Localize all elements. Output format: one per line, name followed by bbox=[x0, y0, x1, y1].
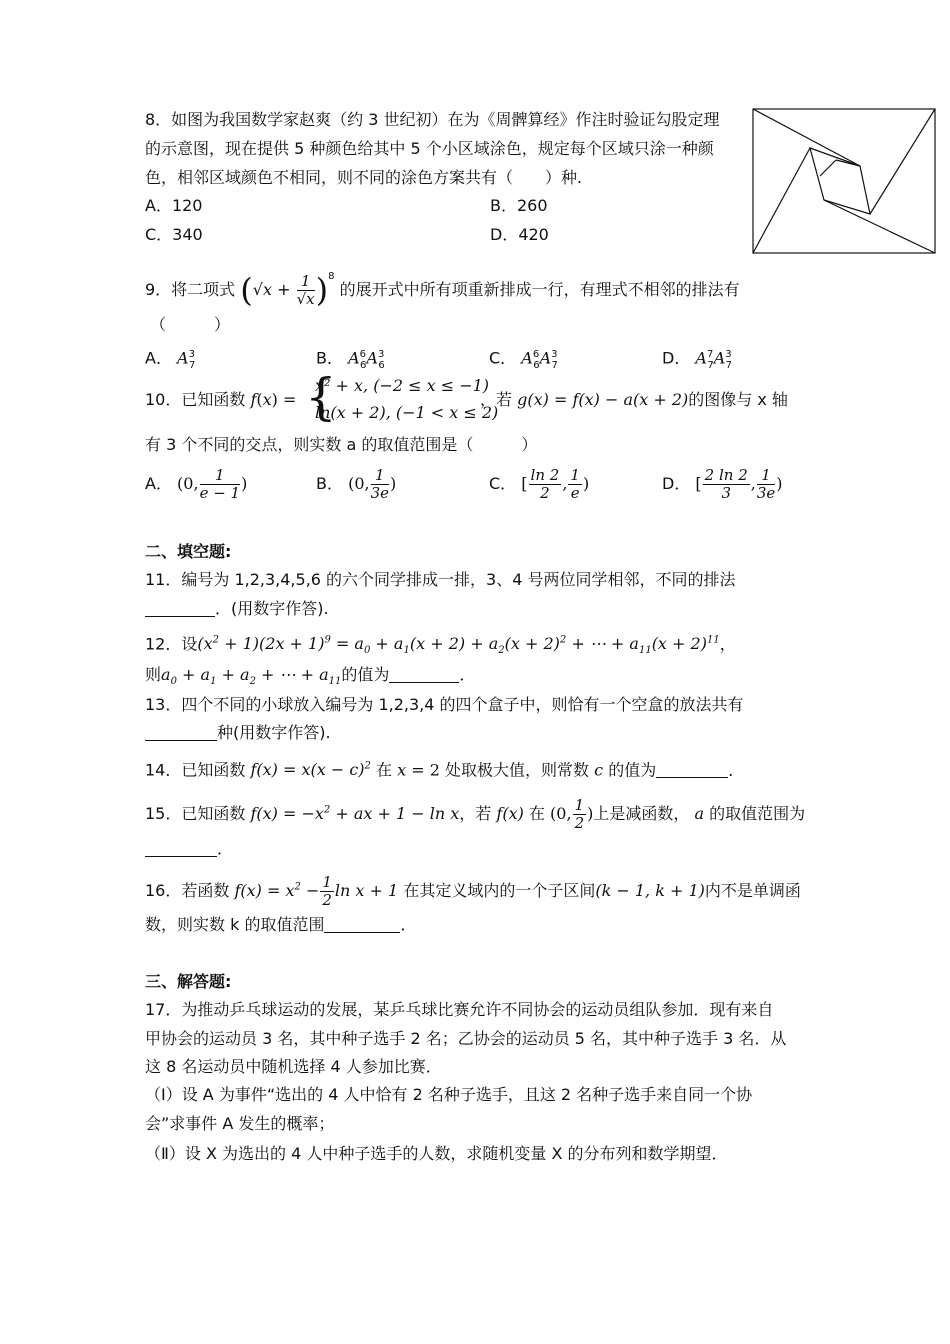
section3-heading: 三、解答题: bbox=[145, 972, 232, 991]
q9-option-a: A． $A^3_7$ bbox=[145, 348, 196, 371]
q10-g-expression: g(x) = f(x) − a(x + 2) bbox=[517, 390, 689, 409]
q9-option-b: B． $A^6_6A^3_6$ bbox=[316, 348, 385, 371]
q9-option-c: C． $A^6_6A^3_7$ bbox=[489, 348, 558, 371]
q8-option-b: B．260 bbox=[490, 196, 548, 215]
q10-option-a: A． (0, $\frac{1}{e - 1}$ ) bbox=[145, 466, 248, 502]
section2-heading: 二、填空题: bbox=[145, 542, 232, 561]
q17-part2: （Ⅱ）设 X 为选出的 4 人中种子选手的人数，求随机变量 X 的分布列和数学期望． bbox=[145, 1144, 728, 1163]
q17-line3: 这 8 名运动员中随机选择 4 人参加比赛． bbox=[145, 1057, 442, 1076]
q10-option-b: B． (0, $\frac{1}{3e}$ ) bbox=[316, 466, 397, 502]
q15-line2: ． bbox=[145, 838, 233, 860]
q13-blank bbox=[145, 724, 217, 741]
q10-brace: { bbox=[305, 368, 337, 426]
q10-case2: ln(x + 2), (−1 < x ≤ 2) bbox=[315, 403, 499, 422]
q10-case1: x² + x, (−2 ≤ x ≤ −1) bbox=[315, 376, 490, 395]
q17-part1-line1: （Ⅰ）设 A 为事件“选出的 4 人中恰有 2 名种子选手，且这 2 名种子选手来自同一个协 bbox=[145, 1085, 753, 1104]
zhao-shuang-diagram bbox=[752, 108, 937, 254]
q8-option-d: D．420 bbox=[490, 225, 549, 244]
q8-option-a: A．120 bbox=[145, 196, 203, 215]
q10-line2: 有 3 个不同的交点，则实数 a 的取值范围是（ ） bbox=[145, 435, 538, 454]
q17-line1: 17．为推动乒乓球运动的发展，某乒乓球比赛允许不同协会的运动员组队参加．现有来自 bbox=[145, 1000, 774, 1019]
q10-option-d: D． [ $\frac{2 \ln 2}{3}$ , $\frac{1}{3e}$ ) bbox=[662, 466, 783, 502]
q8-line1: 8．如图为我国数学家赵爽（约 3 世纪初）在为《周髀算经》作注时验证勾股定理 bbox=[145, 110, 720, 129]
q10-prefix-line: 10．已知函数 f(x) = bbox=[145, 390, 297, 409]
q15-line1: 15．已知函数 $f(x) = -x^2$ + ax + 1 − ln x，若 f(x) 在 (0, $\frac{1}{2}$ )上是减函数， a 的取值范围为 bbox=[145, 796, 806, 832]
q10-mid: ，若 g(x) = f(x) − a(x + 2)的图像与 x 轴 bbox=[480, 390, 788, 409]
q11-line2: ．(用数字作答). bbox=[145, 598, 329, 620]
q8-line2: 的示意图，现在提供 5 种颜色给其中 5 个小区域涂色，规定每个区域只涂一种颜 bbox=[145, 139, 714, 158]
q11-blank bbox=[145, 600, 215, 617]
q9-suffix: 的展开式中所有项重新排成一行，有理式不相邻的排法有 bbox=[339, 280, 740, 299]
q9-option-d: D． $A^7_7A^3_7$ bbox=[662, 348, 733, 371]
q14-line: 14．已知函数 $f(x) = x(x - c)^2$ 在 x = 2 处取极大值，则常数 c 的值为 ． bbox=[145, 760, 745, 780]
q17-part1-line2: 会”求事件 A 发生的概率； bbox=[145, 1114, 335, 1133]
q9-paren: （ ） bbox=[150, 315, 231, 334]
q10-suffix: 的图像与 x 轴 bbox=[688, 390, 788, 409]
q10-option-c: C． [ $\frac{\ln 2}{2}$ , $\frac{1}{e}$ ) bbox=[489, 466, 590, 502]
q8-line3: 色，相邻区域颜色不相同，则不同的涂色方案共有（ ）种. bbox=[145, 168, 583, 187]
q15-blank bbox=[145, 840, 217, 857]
q16-blank bbox=[324, 916, 400, 933]
q17-line2: 甲协会的运动员 3 名，其中种子选手 2 名；乙协会的运动员 5 名，其中种子选手 3 名．从 bbox=[145, 1029, 787, 1048]
q13-line1: 13．四个不同的小球放入编号为 1,2,3,4 的四个盒子中，则恰有一个空盒的放法共有 bbox=[145, 695, 744, 714]
q16-line1: 16．若函数 $f(x) = x^2$ − $\frac{1}{2}$ ln x + 1 在其定义域内的一个子区间(k − 1, k + 1)内不是单调函 bbox=[145, 873, 801, 909]
q14-blank bbox=[656, 761, 728, 778]
q9-prefix: 9．将二项式 bbox=[145, 280, 236, 299]
q13-line2: 种(用数字作答). bbox=[145, 722, 331, 744]
q12-line1: 12．设$(x^2 + 1)(2x + 1)^9 = a_0 + a_1(x + 2) + a_2(x + 2)^2$ + ⋯ + $a_{11}(x + 2)^{11}$， bbox=[145, 634, 736, 657]
q16-line2: 数，则实数 k 的取值范围 ． bbox=[145, 915, 417, 934]
q8-option-c: C．340 bbox=[145, 225, 203, 244]
q12-blank bbox=[389, 666, 459, 683]
q12-line2: 则$a_0 + a_1 + a_2$ + ⋯ + $a_{11}$的值为 ． bbox=[145, 665, 476, 688]
q11-line1: 11．编号为 1,2,3,4,5,6 的六个同学排成一排，3、4 号两位同学相邻，不同的排法 bbox=[145, 570, 736, 589]
q9-line1: 9．将二项式 (√x + $\frac{1}{√x}$ )$^8$ 的展开式中所有项重新排成一行，有理式不相邻的排法有 bbox=[145, 271, 740, 309]
